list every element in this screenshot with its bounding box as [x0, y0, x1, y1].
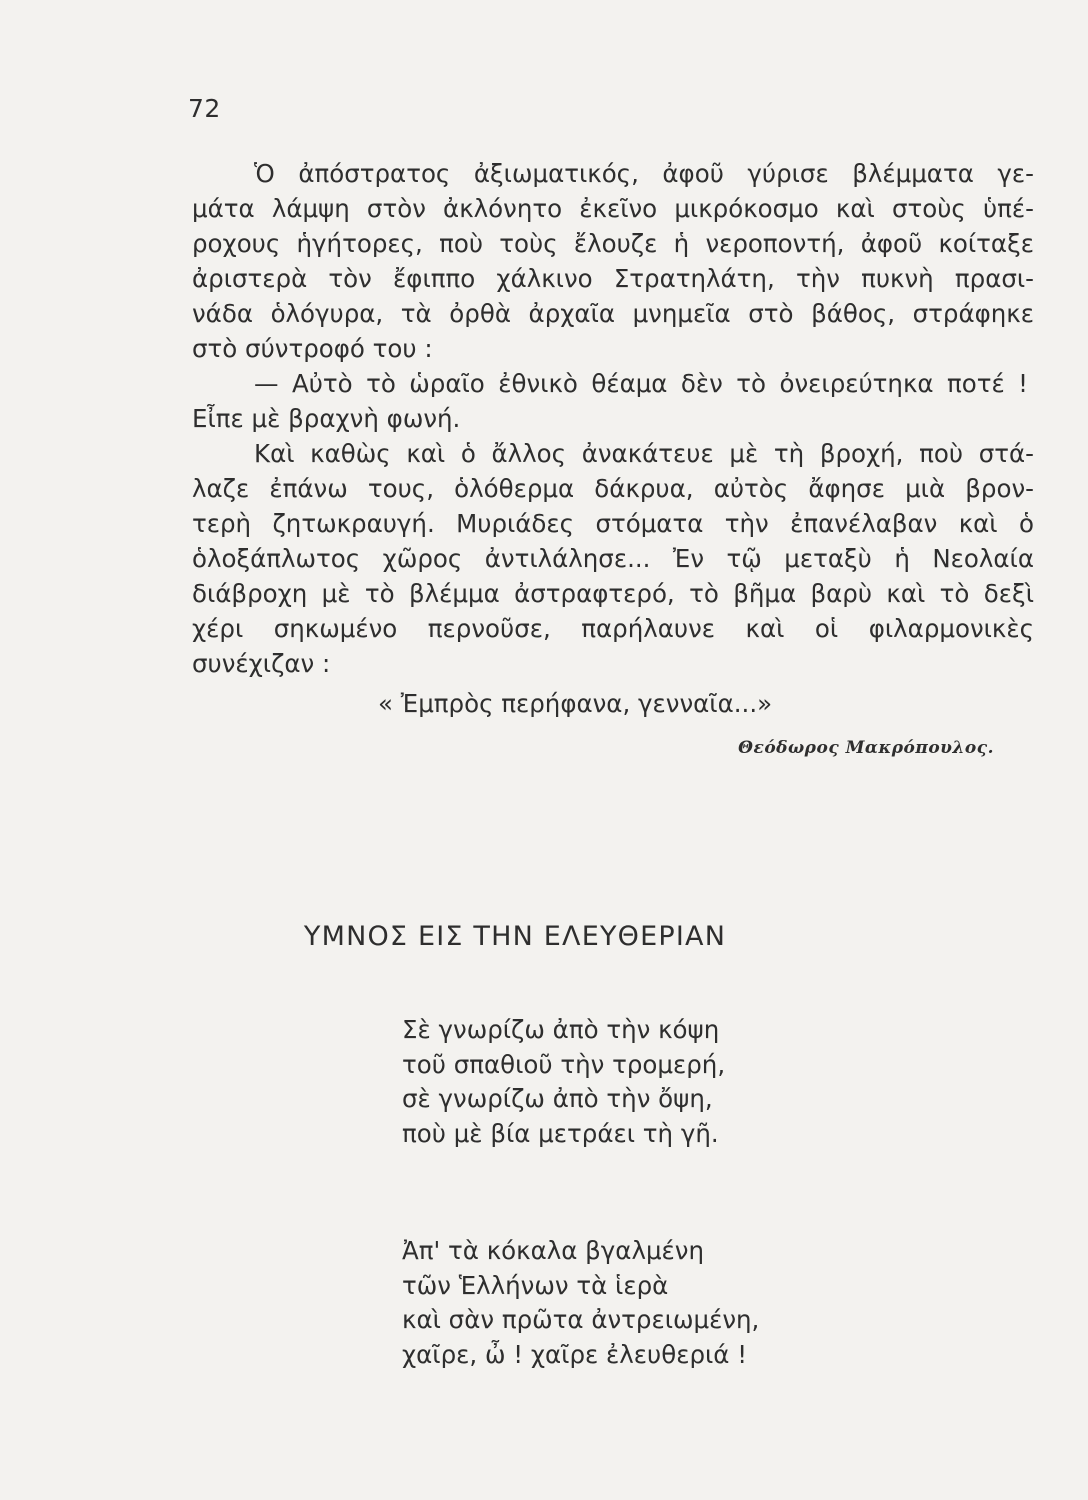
- verse-line: ποὺ μὲ βία μετράει τὴ γῆ.: [402, 1118, 719, 1148]
- poem-stanza: [402, 1013, 725, 1151]
- prose-line: διάβροχη μὲ τὸ βλέμμα ἀστραφτερό, τὸ βῆμα βαρὺ καὶ τὸ δεξὶ: [192, 579, 1034, 608]
- verse-line: καὶ σὰν πρῶτα ἀντρειωμένη,: [402, 1305, 760, 1334]
- verse-line: σὲ γνωρίζω ἀπὸ τὴν ὄψη,: [402, 1084, 713, 1113]
- prose-line: Ὁ ἀπόστρατος ἀξιωματικός, ἀφοῦ γύρισε βλέμματα γε-: [254, 159, 1034, 188]
- prose-line: λαζε ἐπάνω τους, ὁλόθερμα δάκρυα, αὐτὸς ἄφησε μιὰ βρον-: [192, 474, 1034, 503]
- prose-line: χέρι σηκωμένο περνοῦσε, παρήλαυνε καὶ οἱ φιλαρμονικὲς: [192, 614, 1034, 643]
- verse-line: Σὲ γνωρίζω ἀπὸ τὴν κόψη: [402, 1015, 720, 1044]
- page-number: 72: [188, 94, 221, 123]
- prose-line: νάδα ὁλόγυρα, τὰ ὀρθὰ ἀρχαῖα μνημεῖα στὸ βάθος, στράφηκε: [192, 299, 1034, 328]
- prose-line: Εἶπε μὲ βραχνὴ φωνή.: [192, 404, 461, 433]
- prose-line: — Αὐτὸ τὸ ὡραῖο ἐθνικὸ θέαμα δὲν τὸ ὀνειρεύτηκα ποτέ !: [254, 369, 1028, 398]
- prose-line: Καὶ καθὼς καὶ ὁ ἄλλος ἀνακάτευε μὲ τὴ βροχή, ποὺ στά-: [254, 439, 1034, 468]
- prose-line: ὁλοξάπλωτος χῶρος ἀντιλάλησε... Ἐν τῷ μεταξὺ ἡ Νεολαία: [192, 544, 1034, 573]
- author-signature: Θεόδωρος Μακρόπουλος.: [738, 738, 994, 758]
- prose-line: μάτα λάμψη στὸν ἀκλόνητο ἐκεῖνο μικρόκοσμο καὶ στοὺς ὑπέ-: [192, 194, 1034, 223]
- verse-line: Ἀπ' τὰ κόκαλα βγαλμένη: [402, 1236, 705, 1265]
- march-quote: « Ἐμπρὸς περήφανα, γενναῖα...»: [378, 689, 773, 718]
- verse-line: τοῦ σπαθιοῦ τὴν τρομερή,: [402, 1049, 726, 1079]
- verse-line: χαῖρε, ὦ ! χαῖρε ἐλευθεριά !: [402, 1339, 748, 1369]
- prose-line: ροχους ἡγήτορες, ποὺ τοὺς ἔλουζε ἡ νεροποντή, ἀφοῦ κοίταξε: [192, 229, 1034, 258]
- prose-line: στὸ σύντροφό του :: [192, 334, 433, 363]
- prose-line: τερὴ ζητωκραυγή. Μυριάδες στόματα τὴν ἐπανέλαβαν καὶ ὁ: [192, 509, 1034, 538]
- poem-stanza: [402, 1234, 759, 1372]
- verse-line: τῶν Ἑλλήνων τὰ ἱερὰ: [402, 1270, 669, 1300]
- prose-line: συνέχιζαν :: [192, 649, 331, 678]
- prose-line: ἀριστερὰ τὸν ἔφιππο χάλκινο Στρατηλάτη, τὴν πυκνὴ πρασι-: [192, 264, 1034, 293]
- poem-title: ΥΜΝΟΣ ΕΙΣ ΤΗΝ ΕΛΕΥΘΕΡΙΑΝ: [303, 921, 727, 952]
